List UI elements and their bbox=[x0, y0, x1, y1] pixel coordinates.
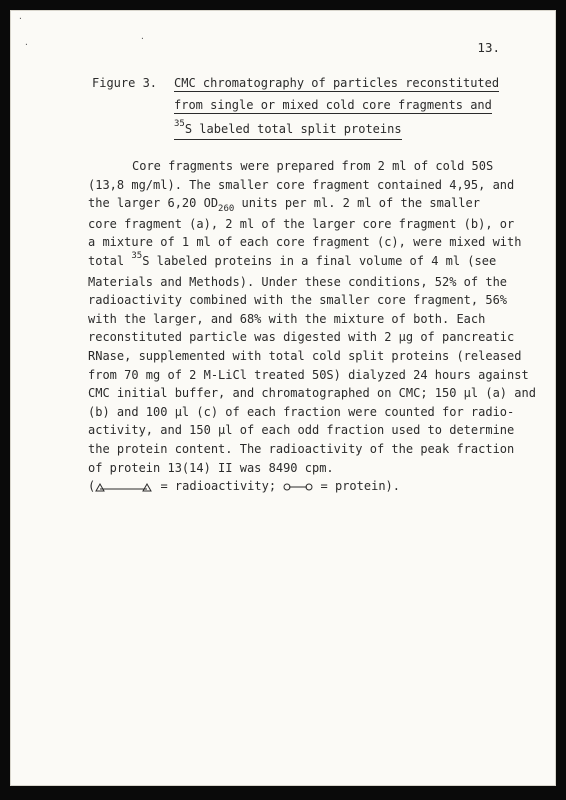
figure-title bbox=[174, 74, 514, 144]
legend-open-paren: ( bbox=[88, 479, 96, 494]
body-line: RNase, supplemented with total cold split proteins (released bbox=[88, 348, 522, 363]
body-line: radioactivity combined with the smaller core fragment, 56% bbox=[88, 293, 508, 308]
figure-title-line-1: CMC chromatography of particles reconstituted bbox=[174, 76, 500, 90]
body-line bbox=[88, 252, 508, 273]
body-line: the protein content. The radioactivity of the peak fraction bbox=[88, 441, 515, 456]
body-line: Materials and Methods). Under these conditions, 52% of the bbox=[88, 274, 508, 289]
isotope-superscript: 35 bbox=[174, 119, 185, 129]
body-line: core fragment (a), 2 ml of the larger core fragment (b), or bbox=[88, 216, 515, 231]
speck: · bbox=[24, 40, 29, 49]
body-line: Core fragments were prepared from 2 ml of cold 50S bbox=[132, 159, 494, 173]
triangle-line-symbol-icon bbox=[95, 481, 153, 493]
body-line: of protein 13(14) II was 8490 cpm. bbox=[88, 460, 334, 475]
legend-line bbox=[88, 477, 508, 496]
speck: · bbox=[140, 34, 145, 43]
legend-radioactivity-text: = radioactivity; bbox=[160, 479, 277, 494]
page-number: 13. bbox=[477, 40, 500, 55]
caption-body bbox=[88, 157, 536, 496]
figure-title-line-3-text: S labeled total split proteins bbox=[184, 122, 402, 136]
body-line: a mixture of 1 ml of each core fragment (c), were mixed with bbox=[88, 235, 522, 250]
body-line: with the larger, and 68% with the mixture of both. Each bbox=[88, 311, 486, 326]
document-page bbox=[10, 10, 556, 786]
body-line-text: total bbox=[88, 253, 132, 268]
body-line-text: S labeled proteins in a final volume of 4 ml (see bbox=[142, 253, 497, 268]
figure-title-line-2: from single or mixed cold core fragments and bbox=[174, 98, 492, 112]
od-subscript: 260 bbox=[218, 204, 235, 215]
body-line: (b) and 100 µl (c) of each fraction were counted for radio- bbox=[88, 404, 515, 419]
body-line: reconstituted particle was digested with 2 µg of pancreatic bbox=[88, 330, 515, 345]
isotope-superscript: 35 bbox=[131, 250, 143, 261]
figure-title-line-3 bbox=[174, 119, 402, 140]
body-line: CMC initial buffer, and chromatographed on CMC; 150 µl (a) and bbox=[88, 386, 536, 401]
body-line: activity, and 150 µl of each odd fraction used to determine bbox=[88, 423, 515, 438]
figure-label: Figure 3. bbox=[92, 76, 158, 90]
body-line: from 70 mg of 2 M-LiCl treated 50S) dialyzed 24 hours against bbox=[88, 367, 529, 382]
body-line bbox=[88, 194, 508, 215]
speck: · bbox=[18, 14, 23, 23]
body-line-text: units per ml. 2 ml of the smaller bbox=[234, 196, 480, 211]
body-line-text: the larger 6,20 OD bbox=[88, 196, 219, 211]
circle-line-symbol-icon bbox=[283, 481, 313, 493]
body-line: (13,8 mg/ml). The smaller core fragment contained 4,95, and bbox=[88, 177, 515, 192]
legend-protein-text: = protein). bbox=[320, 479, 401, 494]
